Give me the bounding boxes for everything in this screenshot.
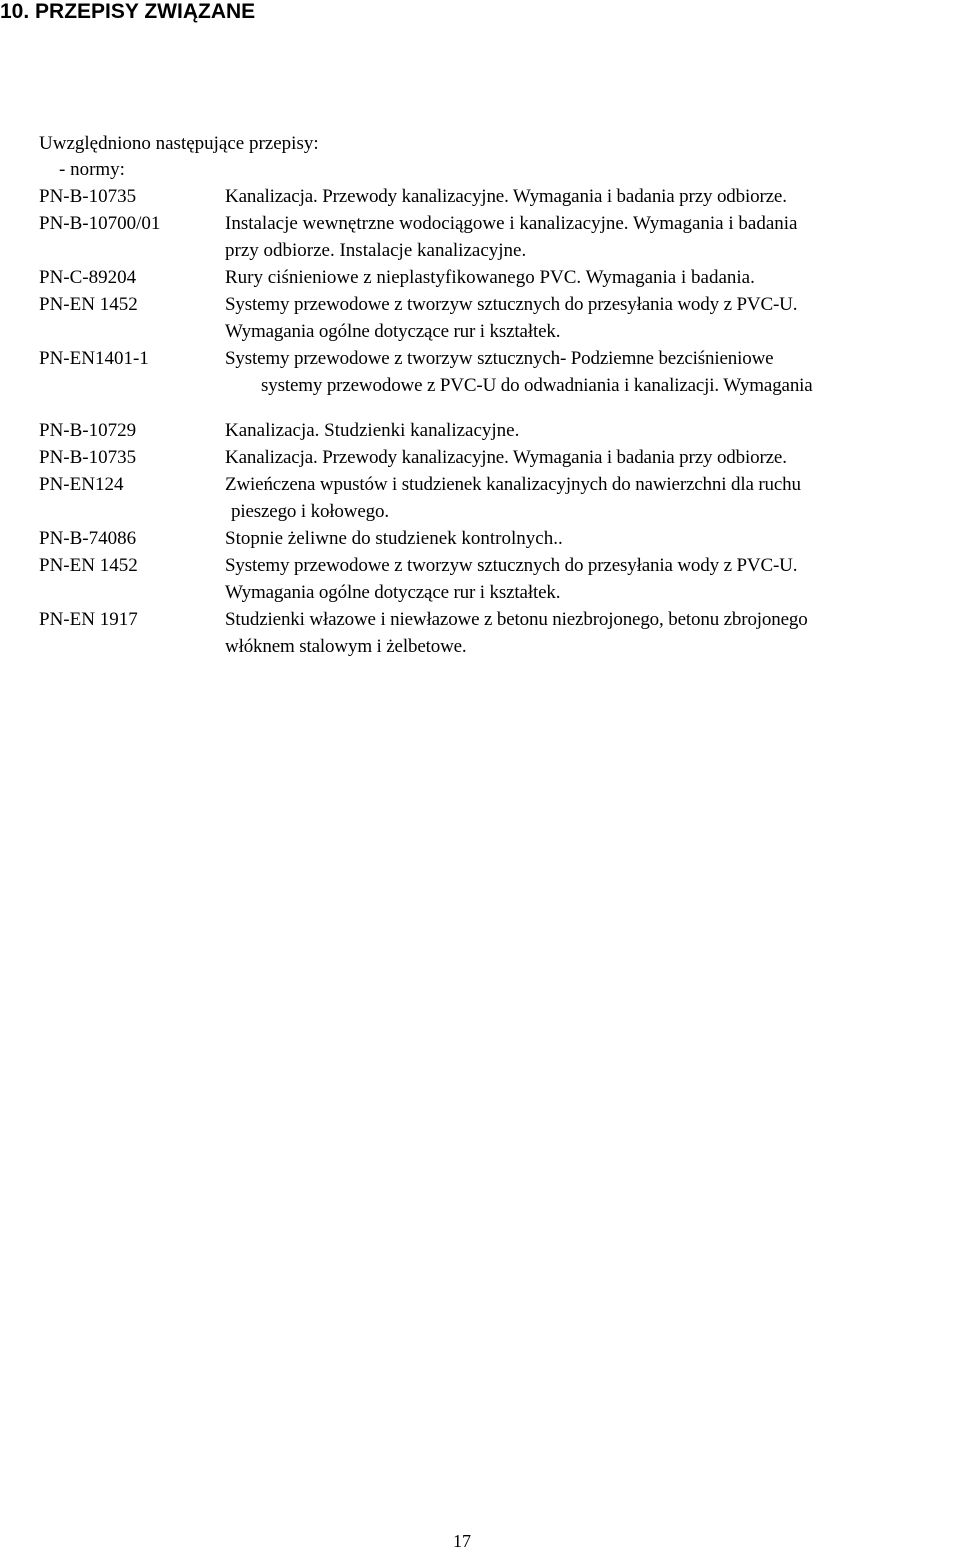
standard-description <box>225 417 954 444</box>
description-line: Studzienki włazowe i niewłazowe z betonu niezbrojonego, betonu zbrojonego <box>225 609 808 630</box>
standard-description <box>225 444 954 471</box>
description-line: włóknem stalowym i żelbetowe. <box>225 636 467 657</box>
description-line: Rury ciśnieniowe z nieplastyfikowanego PVC. Wymagania i badania. <box>225 267 755 288</box>
description-line: pieszego i kołowego. <box>231 501 389 522</box>
description-line: Wymagania ogólne dotyczące rur i kształtek. <box>225 321 561 342</box>
standard-description <box>225 525 954 552</box>
description-line: Systemy przewodowe z tworzyw sztucznych do przesyłania wody z PVC-U. <box>225 555 798 576</box>
standard-code: PN-EN1401-1 <box>39 348 149 369</box>
standard-code: PN-B-10700/01 <box>39 213 161 234</box>
description-line: Systemy przewodowe z tworzyw sztucznych- Podziemne bezciśnieniowe <box>225 348 774 369</box>
standard-entry <box>39 210 954 264</box>
standard-code: PN-B-10729 <box>39 420 137 441</box>
description-line: Systemy przewodowe z tworzyw sztucznych do przesyłania wody z PVC-U. <box>225 294 798 315</box>
description-line: Instalacje wewnętrzne wodociągowe i kanalizacyjne. Wymagania i badania <box>225 213 798 234</box>
page-number: 17 <box>453 1531 471 1551</box>
standard-code: PN-B-10735 <box>39 186 137 207</box>
standard-code: PN-B-74086 <box>39 528 137 549</box>
standard-entry <box>39 264 954 291</box>
intro-sublabel: - normy: <box>59 159 125 180</box>
standard-code: PN-B-10735 <box>39 447 137 468</box>
standards-list <box>39 183 954 660</box>
description-line: Wymagania ogólne dotyczące rur i kształtek. <box>225 582 561 603</box>
description-line: Kanalizacja. Przewody kanalizacyjne. Wymagania i badania przy odbiorze. <box>225 186 787 207</box>
standard-entry <box>39 444 954 471</box>
standard-code: PN-EN 1917 <box>39 609 138 630</box>
description-line: Kanalizacja. Studzienki kanalizacyjne. <box>225 420 520 441</box>
standard-entry <box>39 525 954 552</box>
intro-text: Uwzględniono następujące przepisy: <box>39 133 319 154</box>
standard-description <box>225 183 954 210</box>
standard-entry <box>39 183 954 210</box>
standard-description <box>225 291 954 345</box>
group-spacer <box>39 399 954 417</box>
standard-code: PN-C-89204 <box>39 267 137 288</box>
intro-block <box>39 131 319 183</box>
standard-description <box>225 552 954 606</box>
description-line: Kanalizacja. Przewody kanalizacyjne. Wymagania i badania przy odbiorze. <box>225 447 787 468</box>
section-title: 10. PRZEPISY ZWIĄZANE <box>0 0 256 23</box>
standard-entry <box>39 417 954 444</box>
standard-entry <box>39 471 954 525</box>
standard-description <box>225 471 954 525</box>
standard-entry <box>39 552 954 606</box>
standard-code: PN-EN 1452 <box>39 555 138 576</box>
standard-code: PN-EN124 <box>39 474 124 495</box>
standard-entry <box>39 606 954 660</box>
description-line: systemy przewodowe z PVC-U do odwadniania i kanalizacji. Wymagania <box>261 375 813 396</box>
standard-entry <box>39 345 954 399</box>
description-line: Zwieńczena wpustów i studzienek kanalizacyjnych do nawierzchni dla ruchu <box>225 474 801 495</box>
standard-description <box>225 345 954 399</box>
standard-entry <box>39 291 954 345</box>
description-line: przy odbiorze. Instalacje kanalizacyjne. <box>225 240 527 261</box>
standard-description <box>225 210 954 264</box>
description-line: Stopnie żeliwne do studzienek kontrolnych.. <box>225 528 563 549</box>
standard-description <box>225 264 954 291</box>
standard-description <box>225 606 954 660</box>
standard-code: PN-EN 1452 <box>39 294 138 315</box>
